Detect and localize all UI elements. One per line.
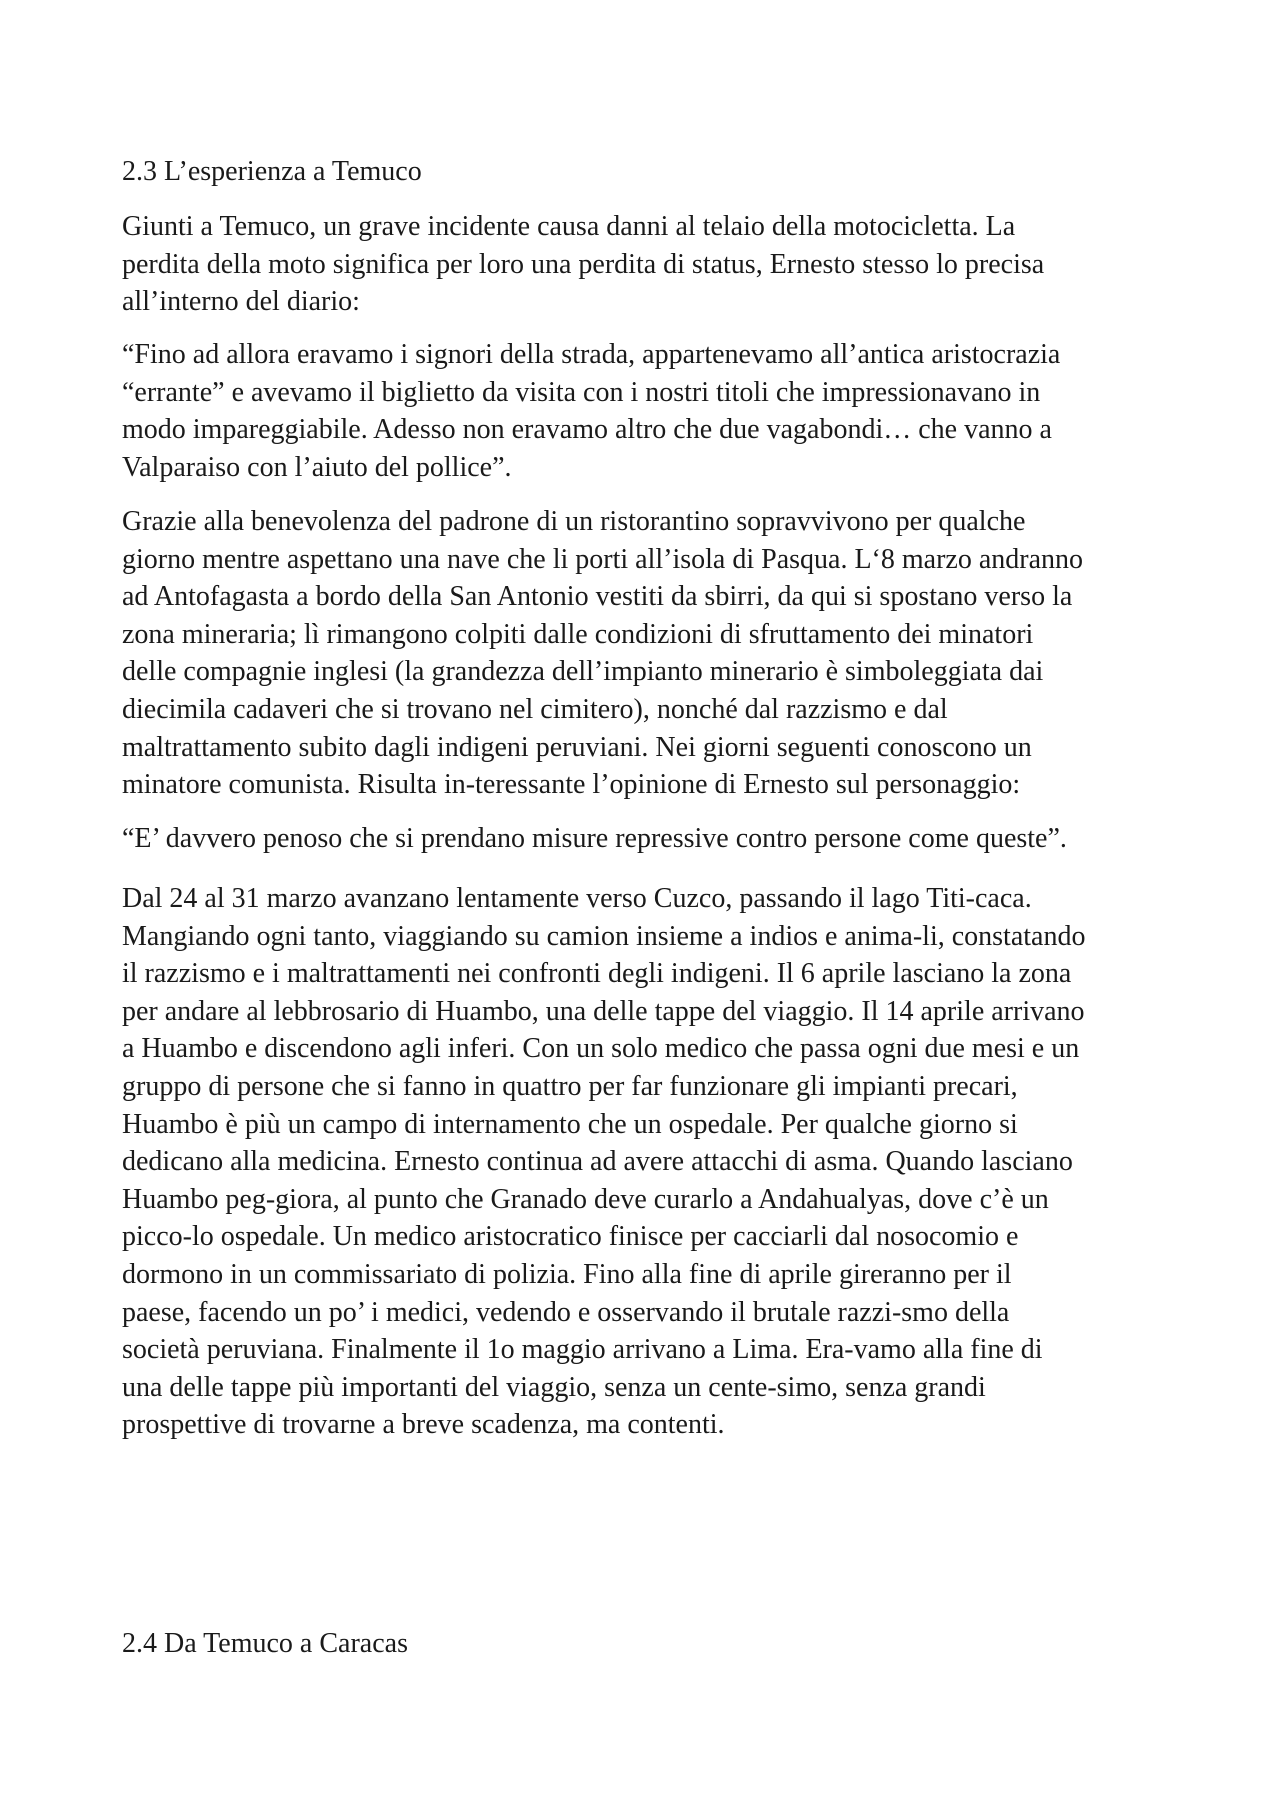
quote-signori-della-strada	[122, 336, 1170, 486]
text-line: società peruviana. Finalmente il 1o maggio arrivano a Lima. Era-vamo alla fine di	[122, 1334, 1043, 1366]
text-line: Grazie alla benevolenza del padrone di un ristorantino sopravvivono per qualche	[122, 506, 1026, 537]
text-line: ad Antofagasta a bordo della San Antonio vestiti da sbirri, da qui si spostano verso la	[122, 581, 1073, 613]
text-line: picco-lo ospedale. Un medico aristocratico finisce per cacciarli dal nosocomio e	[122, 1221, 1019, 1253]
text-line: il razzismo e i maltrattamenti nei confronti degli indigeni. Il 6 aprile lasciano la zona	[122, 958, 1072, 990]
text-line: Huambo peg-giora, al punto che Granado deve curarlo a Andahualyas, dove c’è un	[122, 1183, 1049, 1215]
text-line: Mangiando ogni tanto, viaggiando su camion insieme a indios e anima-li, constatando	[122, 920, 1086, 952]
text-line: “Fino ad allora eravamo i signori della strada, appartenevamo all’antica aristocrazia	[122, 339, 1061, 370]
section-heading-temuco: 2.3 L’esperienza a Temuco	[122, 156, 422, 187]
paragraph-cuzco-lima	[122, 880, 1170, 1444]
section-heading-caracas: 2.4 Da Temuco a Caracas	[122, 1628, 408, 1659]
text-line: prospettive di trovarne a breve scadenza, ma contenti.	[122, 1409, 725, 1441]
text-line: Dal 24 al 31 marzo avanzano lentamente verso Cuzco, passando il lago Titi-caca.	[122, 883, 1032, 914]
text-line: dedicano alla medicina. Ernesto continua ad avere attacchi di asma. Quando lasciano	[122, 1146, 1073, 1178]
text-line: una delle tappe più importanti del viaggio, senza un cente-simo, senza grandi	[122, 1371, 986, 1403]
text-line: zona mineraria; lì rimangono colpiti dalle condizioni di sfruttamento dei minatori	[122, 618, 1034, 650]
text-line: maltrattamento subito dagli indigeni peruviani. Nei giorni seguenti conoscono un	[122, 731, 1032, 763]
paragraph-incident	[122, 208, 1170, 321]
text-line: Giunti a Temuco, un grave incidente causa danni al telaio della motocicletta. La	[122, 211, 1016, 242]
text-line: Valparaiso con l’aiuto del pollice”.	[122, 451, 512, 483]
quote-misure-repressive	[122, 820, 1170, 858]
text-line: all’interno del diario:	[122, 286, 360, 318]
text-line: paese, facendo un po’ i medici, vedendo e osservando il brutale razzi-smo della	[122, 1296, 1010, 1328]
text-line: giorno mentre aspettano una nave che li porti all’isola di Pasqua. L‘8 marzo andranno	[122, 543, 1084, 575]
text-line: modo impareggiabile. Adesso non eravamo altro che due vagabondi… che vanno a	[122, 414, 1052, 446]
text-line: per andare al lebbrosario di Huambo, una delle tappe del viaggio. Il 14 aprile arrivano	[122, 995, 1085, 1027]
text-line: gruppo di persone che si fanno in quattro per far funzionare gli impianti precari,	[122, 1070, 1018, 1102]
text-line: Huambo è più un campo di internamento che un ospedale. Per qualche giorno si	[122, 1108, 1018, 1140]
text-line: minatore comunista. Risulta in-teressante l’opinione di Ernesto sul personaggio:	[122, 769, 1021, 801]
text-line: “errante” e avevamo il biglietto da visita con i nostri titoli che impressionavano in	[122, 376, 1041, 408]
text-line: delle compagnie inglesi (la grandezza dell’impianto minerario è simboleggiata dai	[122, 656, 1044, 688]
text-line: dormono in un commissariato di polizia. Fino alla fine di aprile gireranno per il	[122, 1258, 1012, 1290]
paragraph-antofagasta	[122, 503, 1170, 804]
text-line: a Huambo e discendono agli inferi. Con un solo medico che passa ogni due mesi e un	[122, 1033, 1080, 1065]
text-line: “E’ davvero penoso che si prendano misure repressive contro persone come queste”.	[122, 823, 1067, 854]
text-line: diecimila cadaveri che si trovano nel cimitero), nonché dal razzismo e dal	[122, 693, 948, 725]
text-line: perdita della moto significa per loro una perdita di status, Ernesto stesso lo precisa	[122, 248, 1045, 280]
